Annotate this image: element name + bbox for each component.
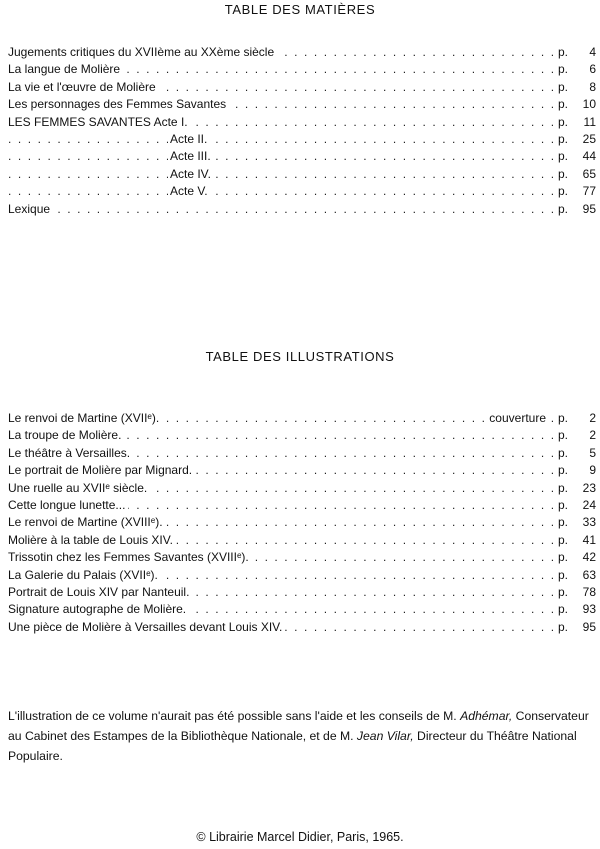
toc-entry-acte-1: [8, 114, 598, 131]
toc-entry-jugements: [8, 44, 598, 61]
illustration-entry-label: Cette longue lunette...: [8, 497, 128, 514]
leader-dots: [8, 148, 554, 165]
leader-dots: [8, 183, 554, 200]
page-number: 24: [582, 497, 596, 512]
page-number: 33: [582, 515, 596, 530]
page-abbrev: p.: [558, 584, 569, 599]
illustration-entry-label: Portrait de Louis XIV par Nanteuil.: [8, 584, 192, 601]
illustration-entry-label: Trissotin chez les Femmes Savantes (XVIIIᵉ).: [8, 549, 252, 566]
page-number: 10: [582, 97, 596, 112]
page-number: 2: [589, 411, 596, 425]
ack-name-adhemar: Adhémar,: [460, 709, 513, 723]
toc-entry-label: La vie et l'œuvre de Molière: [8, 79, 159, 96]
page-number: 11: [583, 114, 596, 129]
page-number: 25: [582, 131, 596, 146]
toc-entry-acte-5: [8, 183, 598, 200]
toc-entry-vie: [8, 79, 598, 96]
page-abbrev: p.: [558, 62, 569, 77]
page-number: 8: [589, 79, 596, 94]
page-abbrev: p.: [558, 550, 569, 565]
page-abbrev: p.: [558, 45, 569, 59]
toc-entry-label: La langue de Molière: [8, 61, 123, 78]
page-number: 44: [582, 149, 596, 164]
ack-text: Conservateur au Cabinet des Estampes de la Bibliothèque Nationale, et de M.: [8, 709, 589, 743]
page-abbrev: p.: [558, 602, 569, 617]
page-number: 93: [582, 602, 596, 617]
page-number: 9: [589, 463, 596, 478]
toc-entry-label: Acte III.: [168, 148, 214, 165]
toc-entry-acte-2: [8, 131, 598, 148]
illustrations-list: [8, 410, 598, 636]
page-abbrev: p.: [558, 79, 569, 94]
illustration-entry-label: Une pièce de Molière à Versailles devant Louis XIV.: [8, 619, 285, 636]
illustration-entry-galerie: [8, 567, 598, 584]
page-number: 65: [582, 166, 596, 181]
page-number: 4: [589, 45, 596, 59]
illustration-entry-lunette: [8, 497, 598, 514]
illustration-entry-label: Le renvoi de Martine (XVIIᵉ).: [8, 410, 162, 427]
leader-dots: [8, 201, 554, 218]
illustration-entry-label: Une ruelle au XVIIᵉ siècle.: [8, 480, 150, 497]
toc-entry-label: Jugements critiques du XVIIème au XXème siècle: [8, 44, 277, 61]
page-abbrev: p.: [558, 166, 569, 181]
ack-name-vilar: Jean Vilar,: [356, 729, 414, 743]
page-abbrev: p.: [558, 428, 569, 443]
illustration-entry-label: Molière à la table de Louis XIV.: [8, 532, 176, 549]
toc-entry-label: Les personnages des Femmes Savantes: [8, 96, 229, 113]
illustration-entry-label: Signature autographe de Molière.: [8, 601, 189, 618]
illustration-entry-signature: [8, 601, 598, 618]
leader-dots: [8, 166, 554, 183]
page-number: 2: [589, 428, 596, 443]
toc-entry-label: Acte II.: [168, 131, 210, 148]
illustrations-title: TABLE DES ILLUSTRATIONS: [205, 349, 395, 364]
toc-entry-label: LES FEMMES SAVANTES Acte I.: [8, 114, 191, 131]
page-abbrev: p.: [558, 149, 569, 164]
page-number: 77: [582, 184, 596, 199]
page-abbrev: p.: [558, 567, 569, 582]
page-abbrev: p.: [558, 463, 569, 478]
illustration-entry-label: La Galerie du Palais (XVIIᵉ).: [8, 567, 161, 584]
toc-entry-label: Lexique: [8, 201, 53, 218]
toc-entry-acte-4: [8, 166, 598, 183]
page-number: 6: [589, 62, 596, 77]
page-abbrev: p.: [558, 131, 569, 146]
illustration-entry-label: Le portrait de Molière par Mignard.: [8, 462, 195, 479]
acknowledgement-paragraph: [8, 706, 598, 766]
toc-entry-label: Acte IV.: [168, 166, 214, 183]
page-abbrev: p.: [558, 532, 569, 547]
page-abbrev: p.: [558, 619, 569, 634]
illustration-entry-label: Le renvoi de Martine (XVIIIᵉ).: [8, 514, 166, 531]
page-number: 5: [589, 445, 596, 460]
page-abbrev: p.: [558, 445, 569, 460]
illustration-entry-piece-versailles: [8, 619, 598, 636]
ack-text: Directeur du Théâtre National Populaire.: [8, 729, 577, 763]
toc-entry-acte-3: [8, 148, 598, 165]
illustration-entry-portrait-nanteuil: [8, 584, 598, 601]
illustration-entry-renvoi-cover: [8, 410, 598, 427]
page-number: 95: [582, 619, 596, 634]
cover-note: couverture: [485, 410, 550, 427]
illustration-entry-troupe: [8, 427, 598, 444]
toc-entry-lexique: [8, 201, 598, 218]
toc-entry-label: Acte V.: [168, 183, 211, 200]
illustration-entry-label: La troupe de Molière.: [8, 427, 124, 444]
page-number: 42: [582, 550, 596, 565]
page-abbrev: p.: [558, 97, 569, 112]
page-number: 78: [582, 584, 596, 599]
illustration-entry-renvoi-xviii: [8, 514, 598, 531]
toc-entry-langue: [8, 61, 598, 78]
page-abbrev: p.: [558, 411, 569, 425]
page-abbrev: p.: [558, 114, 569, 129]
page-abbrev: p.: [558, 480, 569, 495]
copyright-footer: © Librairie Marcel Didier, Paris, 1965.: [196, 830, 404, 844]
page-number: 23: [582, 480, 596, 495]
page-abbrev: p.: [558, 201, 569, 216]
ack-text: L'illustration de ce volume n'aurait pas été possible sans l'aide et les conseils de M.: [8, 709, 457, 723]
page-abbrev: p.: [558, 184, 569, 199]
illustration-entry-ruelle: [8, 480, 598, 497]
illustration-entry-table-louis: [8, 532, 598, 549]
page-number: 41: [582, 532, 596, 547]
toc-list: [8, 44, 598, 218]
toc-title: TABLE DES MATIÈRES: [224, 2, 376, 17]
illustration-entry-portrait-mignard: [8, 462, 598, 479]
page-number: 95: [582, 201, 596, 216]
page-abbrev: p.: [558, 515, 569, 530]
page-abbrev: p.: [558, 497, 569, 512]
toc-entry-personnages: [8, 96, 598, 113]
illustration-entry-label: Le théâtre à Versailles.: [8, 445, 133, 462]
page-number: 63: [582, 567, 596, 582]
illustration-entry-theatre: [8, 445, 598, 462]
illustration-entry-trissotin: [8, 549, 598, 566]
leader-dots: [8, 131, 554, 148]
